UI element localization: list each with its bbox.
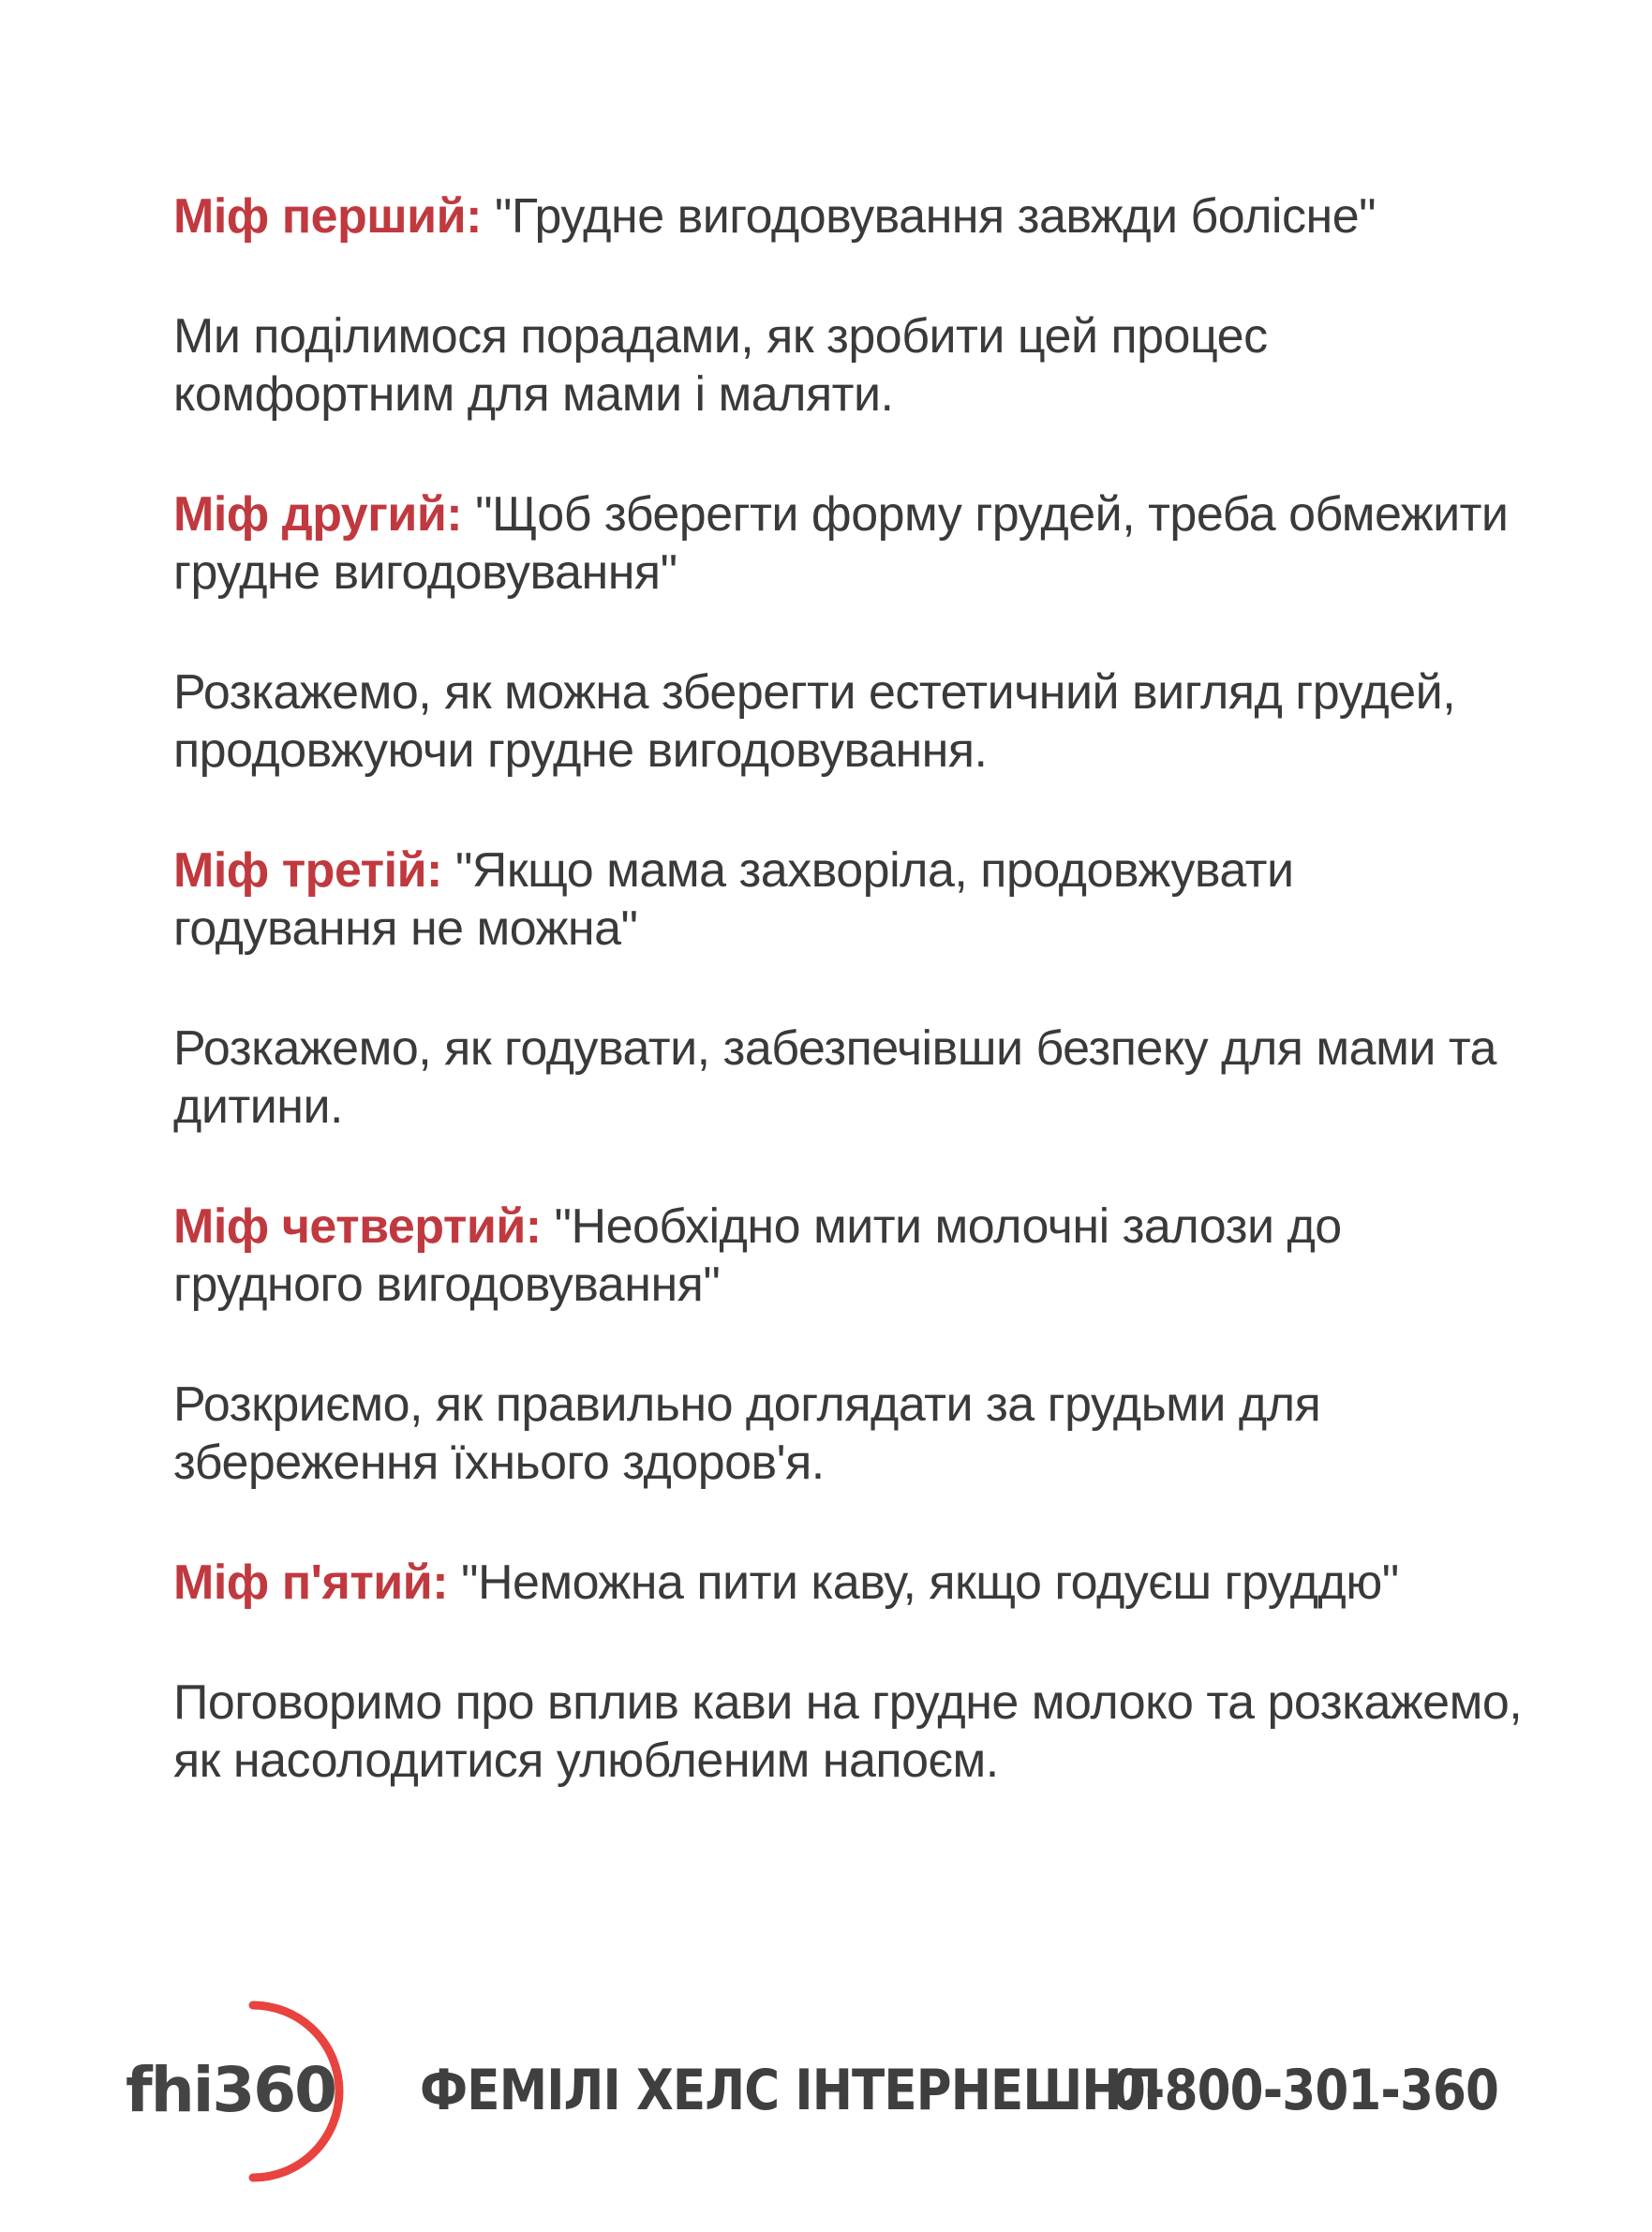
myth-3-answer: Розкажемо, як годувати, забезпечівши безпеку для мами та дитини. [173,1021,1496,1134]
myth-2-answer: Розкажемо, як можна зберегти естетичний вигляд грудей, продовжуючи грудне вигодовування. [173,665,1456,778]
myth-1 [173,187,1523,246]
myth-4-answer: Розкриємо, як правильно доглядати за грудьми для збереження їхнього здоров'я. [173,1377,1321,1490]
myth-1-answer: Ми поділимося порадами, як зробити цей процес комфортним для мами і маляти. [173,309,1268,422]
fhi360-logo [122,1996,375,2183]
myth-4-label: Міф четвертий: [173,1199,542,1254]
myth-4-quote: "Необхідно мити молочні залози до грудного вигодовування" [173,1199,1342,1312]
myth-3-label: Міф третій: [173,843,442,898]
myth-4 [173,1198,1523,1314]
myth-3 [173,841,1523,958]
myth-5 [173,1554,1523,1612]
logo-text: fhi360 [126,2054,336,2126]
myth-2 [173,485,1523,602]
myth-5-label: Міф п'ятий: [173,1555,449,1610]
organization-name: ФЕМІЛІ ХЕЛС ІНТЕРНЕШНЛ [420,2058,1161,2123]
myths-list [173,187,1523,1852]
phone-number: 0-800-301-360 [1112,2058,1499,2123]
myth-5-quote: "Неможна пити каву, якщо годуєш груддю" [448,1555,1399,1610]
myth-3-quote: "Якщо мама захворіла, продовжувати годування не можна" [173,843,1294,956]
myth-2-label: Міф другий: [173,487,463,542]
myth-1-label: Міф перший: [173,189,482,244]
myth-1-quote: "Грудне вигодовування завжди болісне" [481,189,1377,244]
myth-2-quote: "Щоб зберегти форму грудей, треба обмежити грудне вигодовування" [173,487,1509,600]
myth-5-answer: Поговоримо про вплив кави на грудне молоко та розкажемо, як насолодитися улюбленим напоєм. [173,1675,1523,1788]
footer [122,1996,1527,2183]
